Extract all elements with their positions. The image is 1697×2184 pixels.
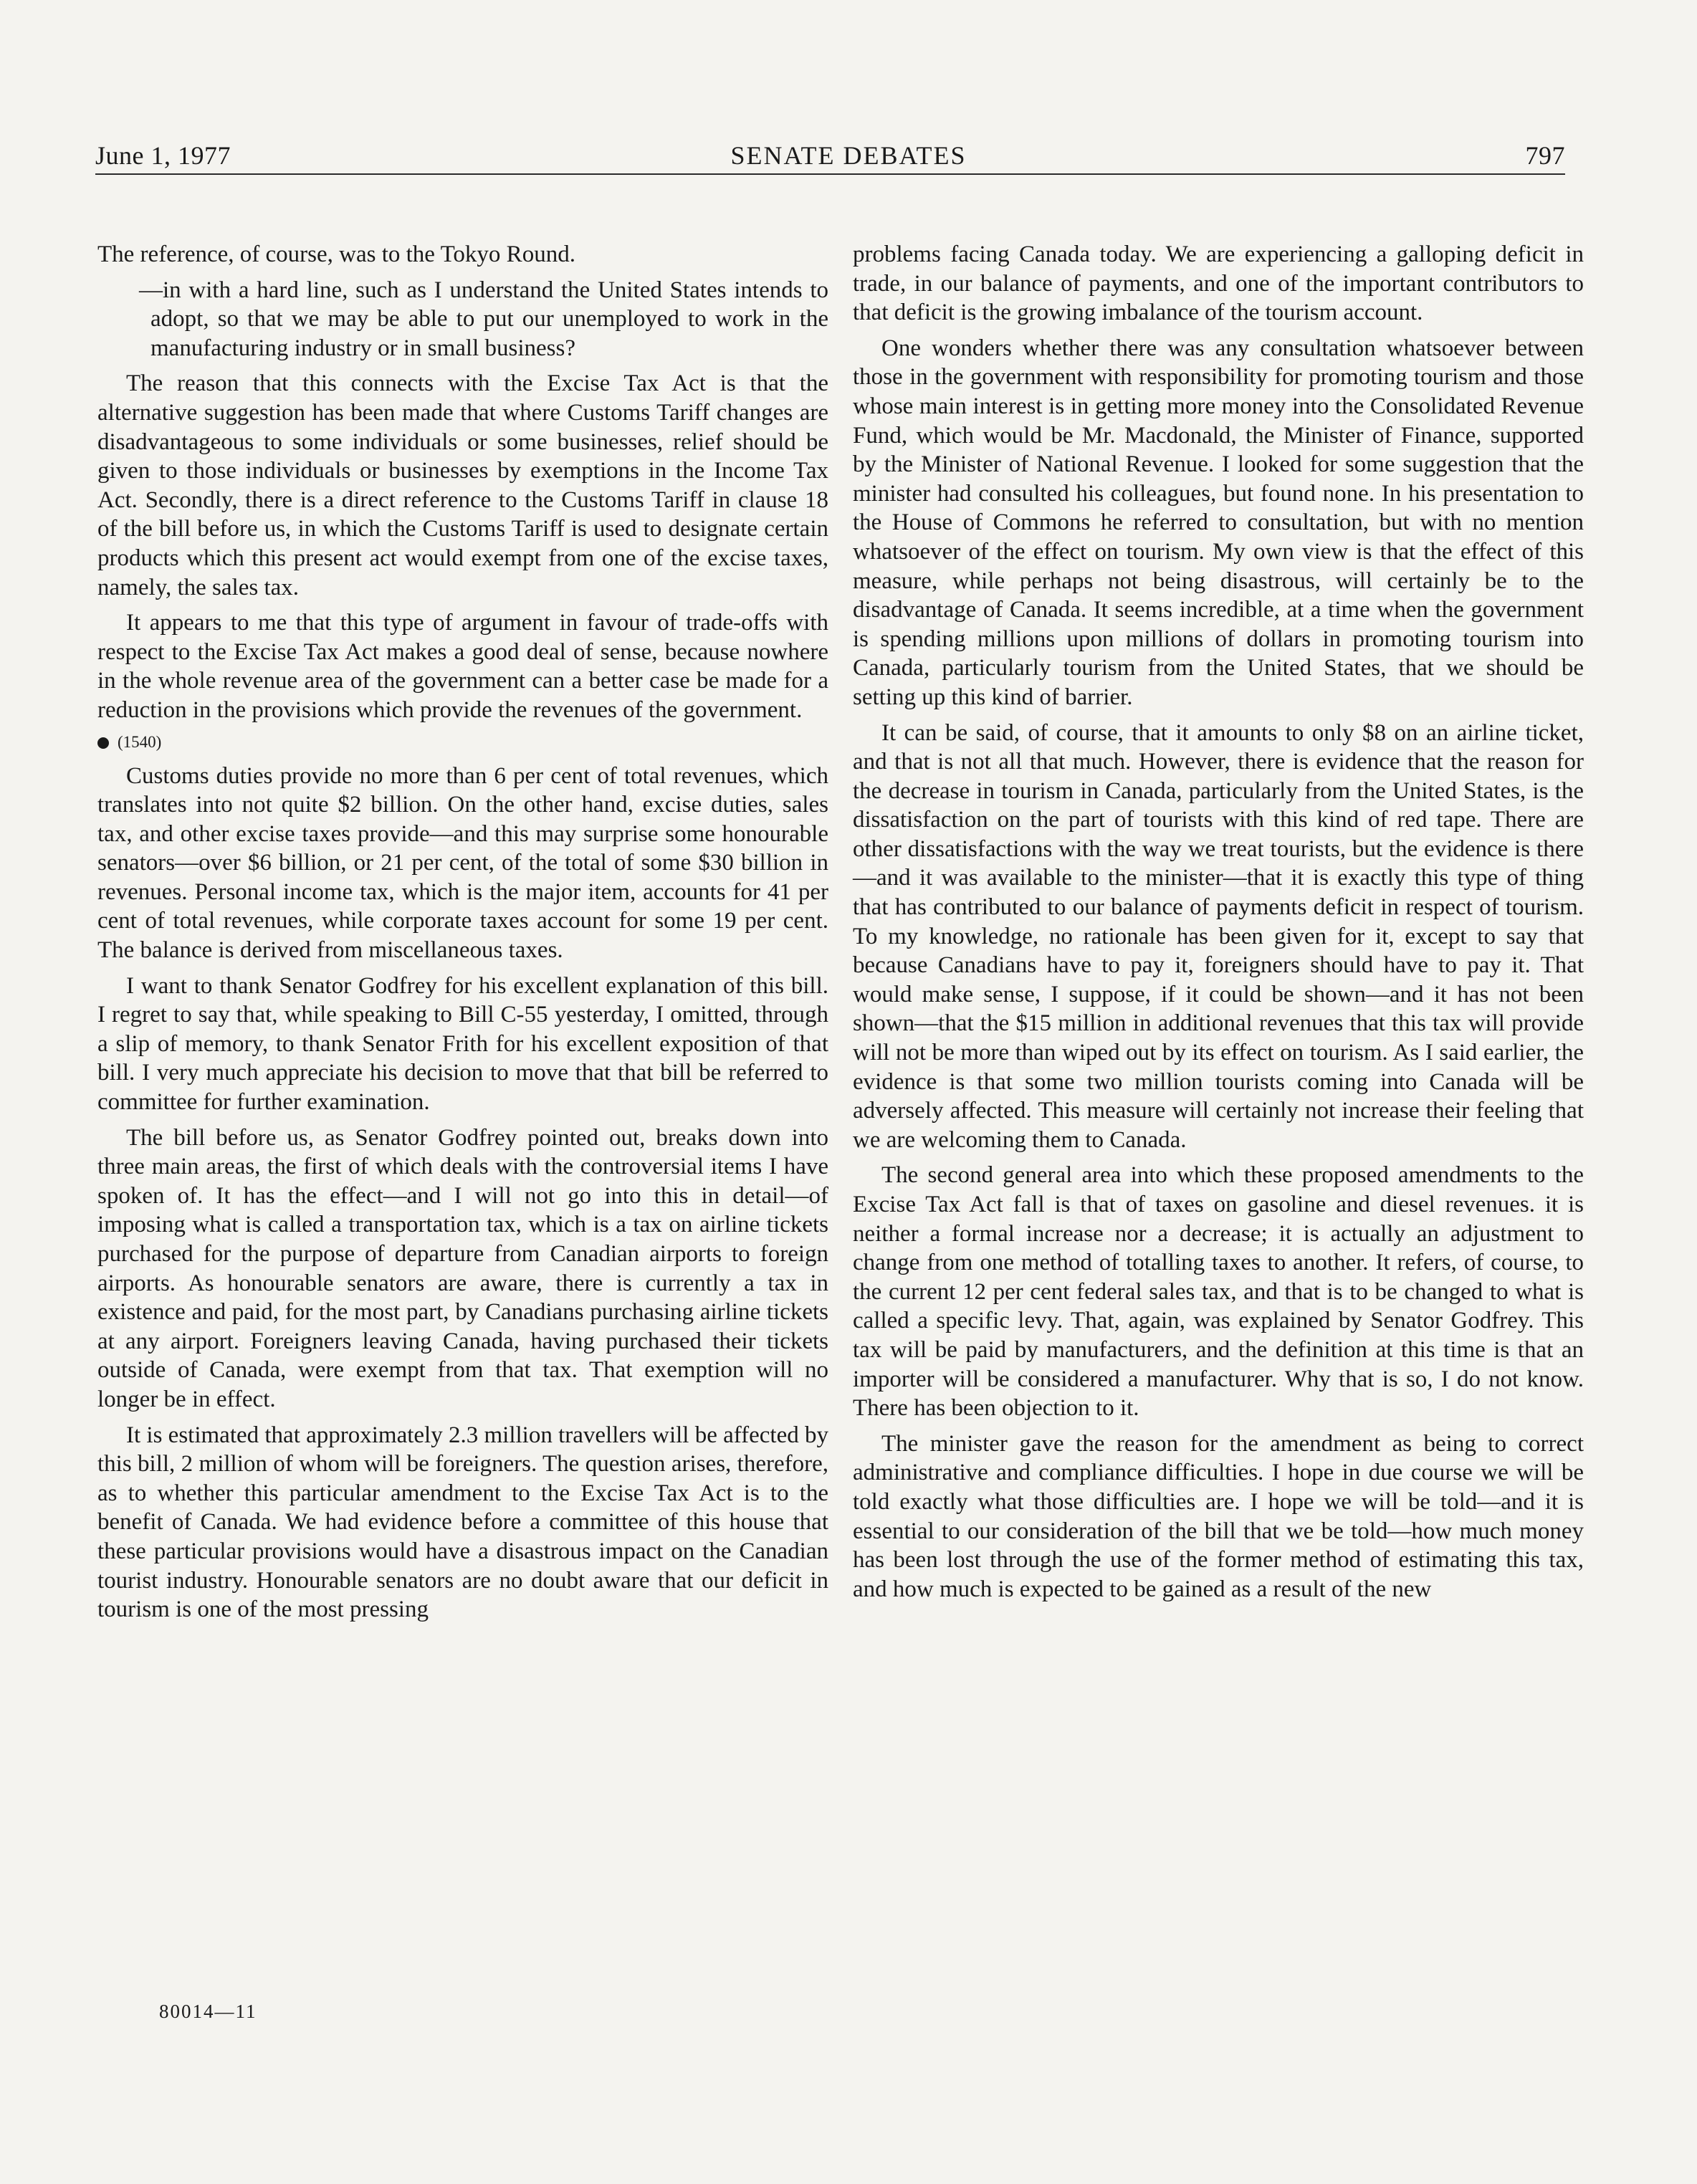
right-column bbox=[853, 240, 1584, 1610]
block-quote: —in with a hard line, such as I understand the United States intends to adopt, so that we may be able to put our unemployed to work in the manufacturing industry or in small business? bbox=[139, 277, 828, 361]
header-title: SENATE DEBATES bbox=[730, 141, 967, 170]
time-marker-label: (1540) bbox=[118, 732, 162, 751]
header-rule bbox=[95, 173, 1565, 175]
header-date: June 1, 1977 bbox=[95, 141, 231, 170]
paragraph: It can be said, of course, that it amounts to only $8 on an airline ticket, and that is not all that much. However, there is evidence that the reason for the decrease in tourism in Canada, particularly from the United States, is the dissatisfaction on the part of tourists with this kind of red tape. There are other dissatisfactions with the way we treat tourists, but the evidence is there—and it was available to the minister—that it is exactly this type of thing that has contributed to our balance of payments deficit in respect of tourism. To my knowledge, no rationale has been given for it, except to say that because Canadians have to pay it, foreigners should have to pay it. That would make sense, I suppose, if it could be shown—and it has not been shown—that the $15 million in additional revenues that this tax will provide will not be more than wiped out by its effect on tourism. As I said earlier, the evidence is that some two million tourists coming into Canada will be adversely affected. This measure will certainly not increase their feeling that we are welcoming them to Canada. bbox=[853, 719, 1584, 1153]
paragraph: problems facing Canada today. We are experiencing a galloping deficit in trade, in our balance of payments, and one of the important contributors to that deficit is the growing imbalance of the tourism account. bbox=[853, 241, 1584, 326]
paragraph: The reason that this connects with the Excise Tax Act is that the alternative suggestion has been made that where Customs Tariff changes are disadvantageous to some individuals or some businesses, relief should be given to those individuals or businesses by exemptions in the Income Tax Act. Secondly, there is a direct reference to the Customs Tariff in clause 18 of the bill before us, in which the Customs Tariff is used to designate certain products which this present act would exempt from one of the excise taxes, namely, the sales tax. bbox=[97, 370, 828, 600]
time-marker bbox=[97, 732, 828, 753]
paragraph: The minister gave the reason for the amendment as being to correct administrative and compliance difficulties. I hope in due course we will be told exactly what those difficulties are. I hope we will be told—and it is essential to our consideration of the bill that we be told—how much money has been lost through the use of the former method of estimating this tax, and how much is expected to be gained as a result of the new bbox=[853, 1430, 1584, 1602]
paragraph: It appears to me that this type of argument in favour of trade-offs with respect to the Excise Tax Act makes a good deal of sense, because nowhere in the whole revenue area of the government can a better case be made for a reduction in the provisions which provide the revenues of the government. bbox=[97, 610, 828, 723]
left-column bbox=[97, 240, 828, 1631]
footer-code: 80014—11 bbox=[159, 2001, 257, 2022]
bullet-icon bbox=[97, 737, 109, 749]
paragraph: The second general area into which these proposed amendments to the Excise Tax Act fall is that of taxes on gasoline and diesel revenues. it is neither a formal increase nor a decrease; it is actually an adjustment to change from one method of totalling taxes to another. It refers, of course, to the current 12 per cent federal sales tax, and that is to be changed to what is called a specific levy. That, again, was explained by Senator Godfrey. This tax will be paid by manufacturers, and the definition at this time is that an importer will be considered a manufacturer. Why that is so, I do not know. There has been objection to it. bbox=[853, 1162, 1584, 1422]
page-number: 797 bbox=[1525, 141, 1565, 170]
paragraph: I want to thank Senator Godfrey for his excellent explanation of this bill. I regret to say that, while speaking to Bill C-55 yesterday, I omitted, through a slip of memory, to thank Senator Frith for his excellent exposition of that bill. I very much appreciate his decision to move that that bill be referred to committee for further examination. bbox=[97, 972, 828, 1116]
paragraph: The bill before us, as Senator Godfrey pointed out, breaks down into three main areas, the first of which deals with the controversial items I have spoken of. It has the effect—and I will not go into this in detail—of imposing what is called a transportation tax, which is a tax on airline tickets purchased for the purpose of departure from Canadian airports to foreign airports. As honourable senators are aware, there is currently a tax in existence and paid, for the most part, by Canadians purchasing airline tickets at any airport. Foreigners leaving Canada, having purchased their tickets outside of Canada, were exempt from that tax. That exemption will no longer be in effect. bbox=[97, 1124, 828, 1412]
paragraph: One wonders whether there was any consultation whatsoever between those in the government with responsibility for promoting tourism and those whose main interest is in getting more money into the Consolidated Revenue Fund, which would be Mr. Macdonald, the Minister of Finance, supported by the Minister of National Revenue. I looked for some suggestion that the minister had consulted his colleagues, but found none. In his presentation to the House of Commons he referred to consultation, but with no mention whatsoever of the effect on tourism. My own view is that the effect of this measure, while perhaps not being disastrous, will certainly be to the disadvantage of Canada. It seems incredible, at a time when the government is spending millions upon millions of dollars in promoting tourism into Canada, particularly tourism from the United States, that we should be setting up this kind of barrier. bbox=[853, 335, 1584, 710]
paragraph: The reference, of course, was to the Tokyo Round. bbox=[97, 241, 575, 267]
paragraph: It is estimated that approximately 2.3 million travellers will be affected by this bill, 2 million of whom will be foreigners. The question arises, therefore, as to whether this particular amendment to the Excise Tax Act is to the benefit of Canada. We had evidence before a committee of this house that these particular provisions would have a disastrous impact on the Canadian tourist industry. Honourable senators are no doubt aware that our deficit in tourism is one of the most pressing bbox=[97, 1422, 828, 1623]
paragraph: Customs duties provide no more than 6 per cent of total revenues, which translates into not quite $2 billion. On the other hand, excise duties, sales tax, and other excise taxes provide—and this may surprise some honourable senators—over $6 billion, or 21 per cent, of the total of some $30 billion in revenues. Personal income tax, which is the major item, accounts for 41 per cent of total revenues, while corporate taxes account for some 19 per cent. The balance is derived from miscellaneous taxes. bbox=[97, 762, 828, 964]
